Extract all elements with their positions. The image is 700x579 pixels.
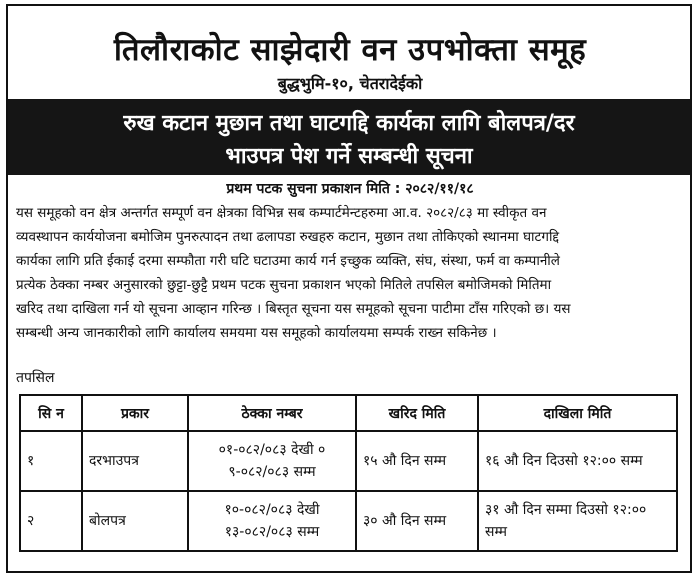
body-line: सम्बन्धी अन्य जानकारीको लागि कार्यालय समयमा यस समूहको कार्यालयमा सम्पर्क राख्न सकिनेछ । (16, 325, 497, 341)
cell-contract (188, 431, 356, 491)
contract-line: १०-०८२/०८३ देखी (224, 502, 320, 518)
body-line: व्यवस्थापन कार्ययोजना बमोजिम पुनरुत्पादन तथा ढलापडा रुखहरु कटान, मुछान तथा तोकिएको स्थानमा घाटगद्दि (16, 229, 559, 245)
col-header-buy-date: खरिद मिति (356, 395, 478, 431)
body-line: कार्यका लागि प्रति ईकाई दरमा सम्फौता गरी घटि घटाउमा कार्य गर्न इच्छुक व्यक्ति, संघ, संस्था, फर्म वा कम्पानीले (16, 253, 560, 269)
table-row (20, 491, 677, 551)
banner-line-1: रुख कटान मुछान तथा घाटगद्दि कार्यका लागि बोलपत्र/दर (123, 111, 575, 136)
cell-buy-date: ३० औ दिन सम्म (356, 491, 478, 551)
notice-body (16, 201, 686, 345)
cell-sn: २ (20, 491, 82, 551)
table-row (20, 431, 677, 491)
cell-contract (188, 491, 356, 551)
col-header-sn: सि न (20, 395, 82, 431)
cell-sn: १ (20, 431, 82, 491)
body-line: यस समूहको वन क्षेत्र अन्तर्गत सम्पूर्ण वन क्षेत्रका विभिन्न सब कम्पार्टमेन्टहरुमा आ.व. २०८२/८३ मा स्वीकृत वन (16, 205, 547, 221)
notice-banner (8, 99, 690, 175)
schedule-table (19, 394, 678, 552)
publication-date: प्रथम पटक सुचना प्रकाशन मिति : २०८२/११/१८ (226, 181, 474, 197)
col-header-type: प्रकार (82, 395, 188, 431)
schedule-label: तपसिल (16, 370, 55, 386)
body-line: खरिद तथा दाखिला गर्न यो सूचना आव्हान गरिन्छ । बिस्तृत सूचना यस समूहको सूचना पाटीमा टाँस गरिएको छ। यस (16, 301, 571, 317)
table-header-row (20, 395, 677, 431)
cell-type: बोलपत्र (82, 491, 188, 551)
body-line: प्रत्येक ठेक्का नम्बर अनुसारको छुट्टा-छुट्टै प्रथम पटक सुचना प्रकाशन भएको मितिले तपसिल बमोजिमको मितिमा (16, 277, 552, 293)
banner-line-2: भाउपत्र पेश गर्ने सम्बन्धी सूचना (225, 144, 473, 169)
contract-line: ०१-०८२/०८३ देखी ० (218, 442, 326, 458)
col-header-contract: ठेक्का नम्बर (188, 395, 356, 431)
cell-submit-date: १६ औ दिन दिउसो १२:०० सम्म (478, 431, 677, 491)
col-header-submit-date: दाखिला मिति (478, 395, 677, 431)
contract-line: ९-०८२/०८३ सम्म (228, 464, 316, 480)
cell-type: दरभाउपत्र (82, 431, 188, 491)
organization-title: तिलौराकोट साझेदारी वन उपभोक्ता समूह (113, 32, 587, 68)
organization-address: बुद्धभुमि-१०, चेतरादेईको (277, 74, 423, 93)
cell-buy-date: १५ औ दिन सम्म (356, 431, 478, 491)
contract-line: १३-०८२/०८३ सम्म (224, 524, 320, 540)
cell-submit-date: ३१ औ दिन सम्मा दिउसो १२:०० सम्म (478, 491, 677, 551)
